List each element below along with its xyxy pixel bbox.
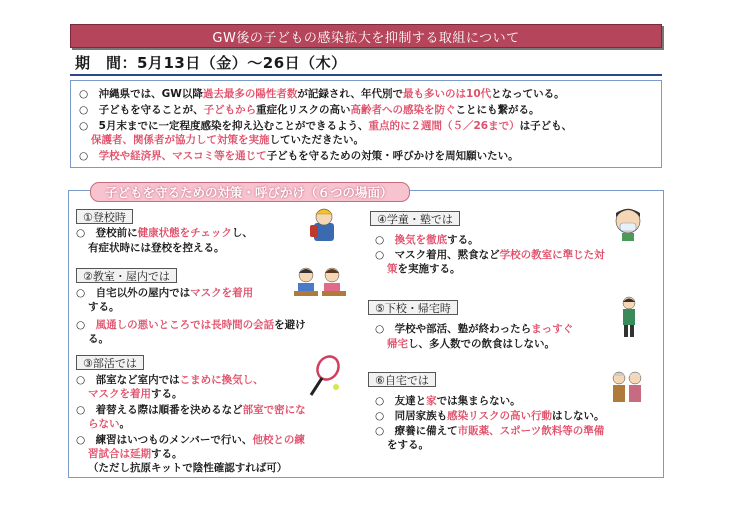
intro-box bbox=[70, 80, 662, 168]
intro-bullet-1: ○ 沖縄県では、GW以降過去最多の陽性者数が記録され、年代別で最も多いのは10代となっている。 bbox=[79, 88, 565, 100]
intro-bullet-4: ○ 学校や経済界、マスコミ等を通じて子どもを守るための対策・呼びかけを周知願いたい。 bbox=[79, 150, 519, 162]
scene3-line6: 習試合は延期する。 bbox=[88, 448, 183, 460]
scene-label-arrival: ①登校時 bbox=[76, 209, 133, 224]
intro-bullet-2: ○ 子どもを守ることが、子どもから重症化リスクの高い高齢者への感染を防ぐことにも繋がる。 bbox=[79, 104, 540, 116]
scene3-line4: らない。 bbox=[88, 418, 130, 430]
intro-bullet-3-cont: 保護者、関係者が協力して対策を実施していただきたい。 bbox=[91, 134, 364, 146]
scene-label-home: ⑥自宅では bbox=[368, 372, 436, 387]
intro-bullet-3: ○ 5月末までに一定程度感染を抑え込むことができるよう、重点的に２週間（５／26まで）は子ども、 bbox=[79, 120, 573, 132]
scene1-line2: 有症状時には登校を控える。 bbox=[88, 242, 225, 254]
scene5-line2: 帰宅し、多人数での飲食はしない。 bbox=[387, 338, 555, 350]
scene6-line4: をする。 bbox=[387, 439, 429, 451]
period-text: 期 間：5月13日（金）〜26日（木） bbox=[75, 54, 347, 72]
scene4-line2: ○ マスク着用、黙食など学校の教室に準じた対 bbox=[375, 249, 605, 261]
section-title: 子どもを守るための対策・呼びかけ（６つの場面） bbox=[90, 182, 410, 202]
elderly-couple-icon bbox=[608, 368, 646, 404]
page-title: GW後の子どもの感染拡大を抑制する取組について bbox=[70, 24, 662, 48]
walking-student-icon bbox=[616, 296, 642, 340]
classroom-students-icon bbox=[292, 265, 348, 301]
masked-child-icon bbox=[612, 205, 644, 241]
scene4-line3: 策を実施する。 bbox=[387, 263, 461, 275]
scene6-line1: ○ 友達と家では集まらない。 bbox=[375, 395, 521, 407]
scene3-line1: ○ 部室など室内ではこまめに換気し、 bbox=[76, 374, 264, 386]
scene3-line7: （ただし抗原キットで陰性確認すれば可） bbox=[88, 462, 288, 474]
scene4-line1: ○ 換気を徹底する。 bbox=[375, 234, 479, 246]
scene3-line5: ○ 練習はいつものメンバーで行い、他校との練 bbox=[76, 434, 305, 446]
student-backpack-icon bbox=[306, 205, 342, 245]
scene2-line4: る。 bbox=[88, 333, 109, 345]
scene-label-classroom: ②教室・屋内では bbox=[76, 268, 177, 283]
scene3-line2: マスクを着用する。 bbox=[88, 388, 183, 400]
scene3-line3: ○ 着替える際は順番を決めるなど部室で密にな bbox=[76, 404, 306, 416]
scene-label-goinghome: ⑤下校・帰宅時 bbox=[368, 300, 458, 315]
scene5-line1: ○ 学校や部活、塾が終わったらまっすぐ bbox=[375, 323, 574, 335]
scene6-line2: ○ 同居家族も感染リスクの高い行動はしない。 bbox=[375, 410, 605, 422]
tennis-racket-icon bbox=[306, 355, 342, 399]
scene2-line2: する。 bbox=[88, 301, 120, 313]
scene2-line3: ○ 風通しの悪いところでは長時間の会話を避け bbox=[76, 319, 306, 331]
scene-label-club: ③部活では bbox=[76, 355, 144, 370]
scene-label-afterschool: ④学童・塾では bbox=[370, 211, 460, 226]
scene6-line3: ○ 療養に備えて市販薬、スポーツ飲料等の準備 bbox=[375, 425, 605, 437]
scene1-line1: ○ 登校前に健康状態をチェックし、 bbox=[76, 227, 253, 239]
period-underline bbox=[70, 74, 662, 76]
scene2-line1: ○ 自宅以外の屋内ではマスクを着用 bbox=[76, 287, 254, 299]
